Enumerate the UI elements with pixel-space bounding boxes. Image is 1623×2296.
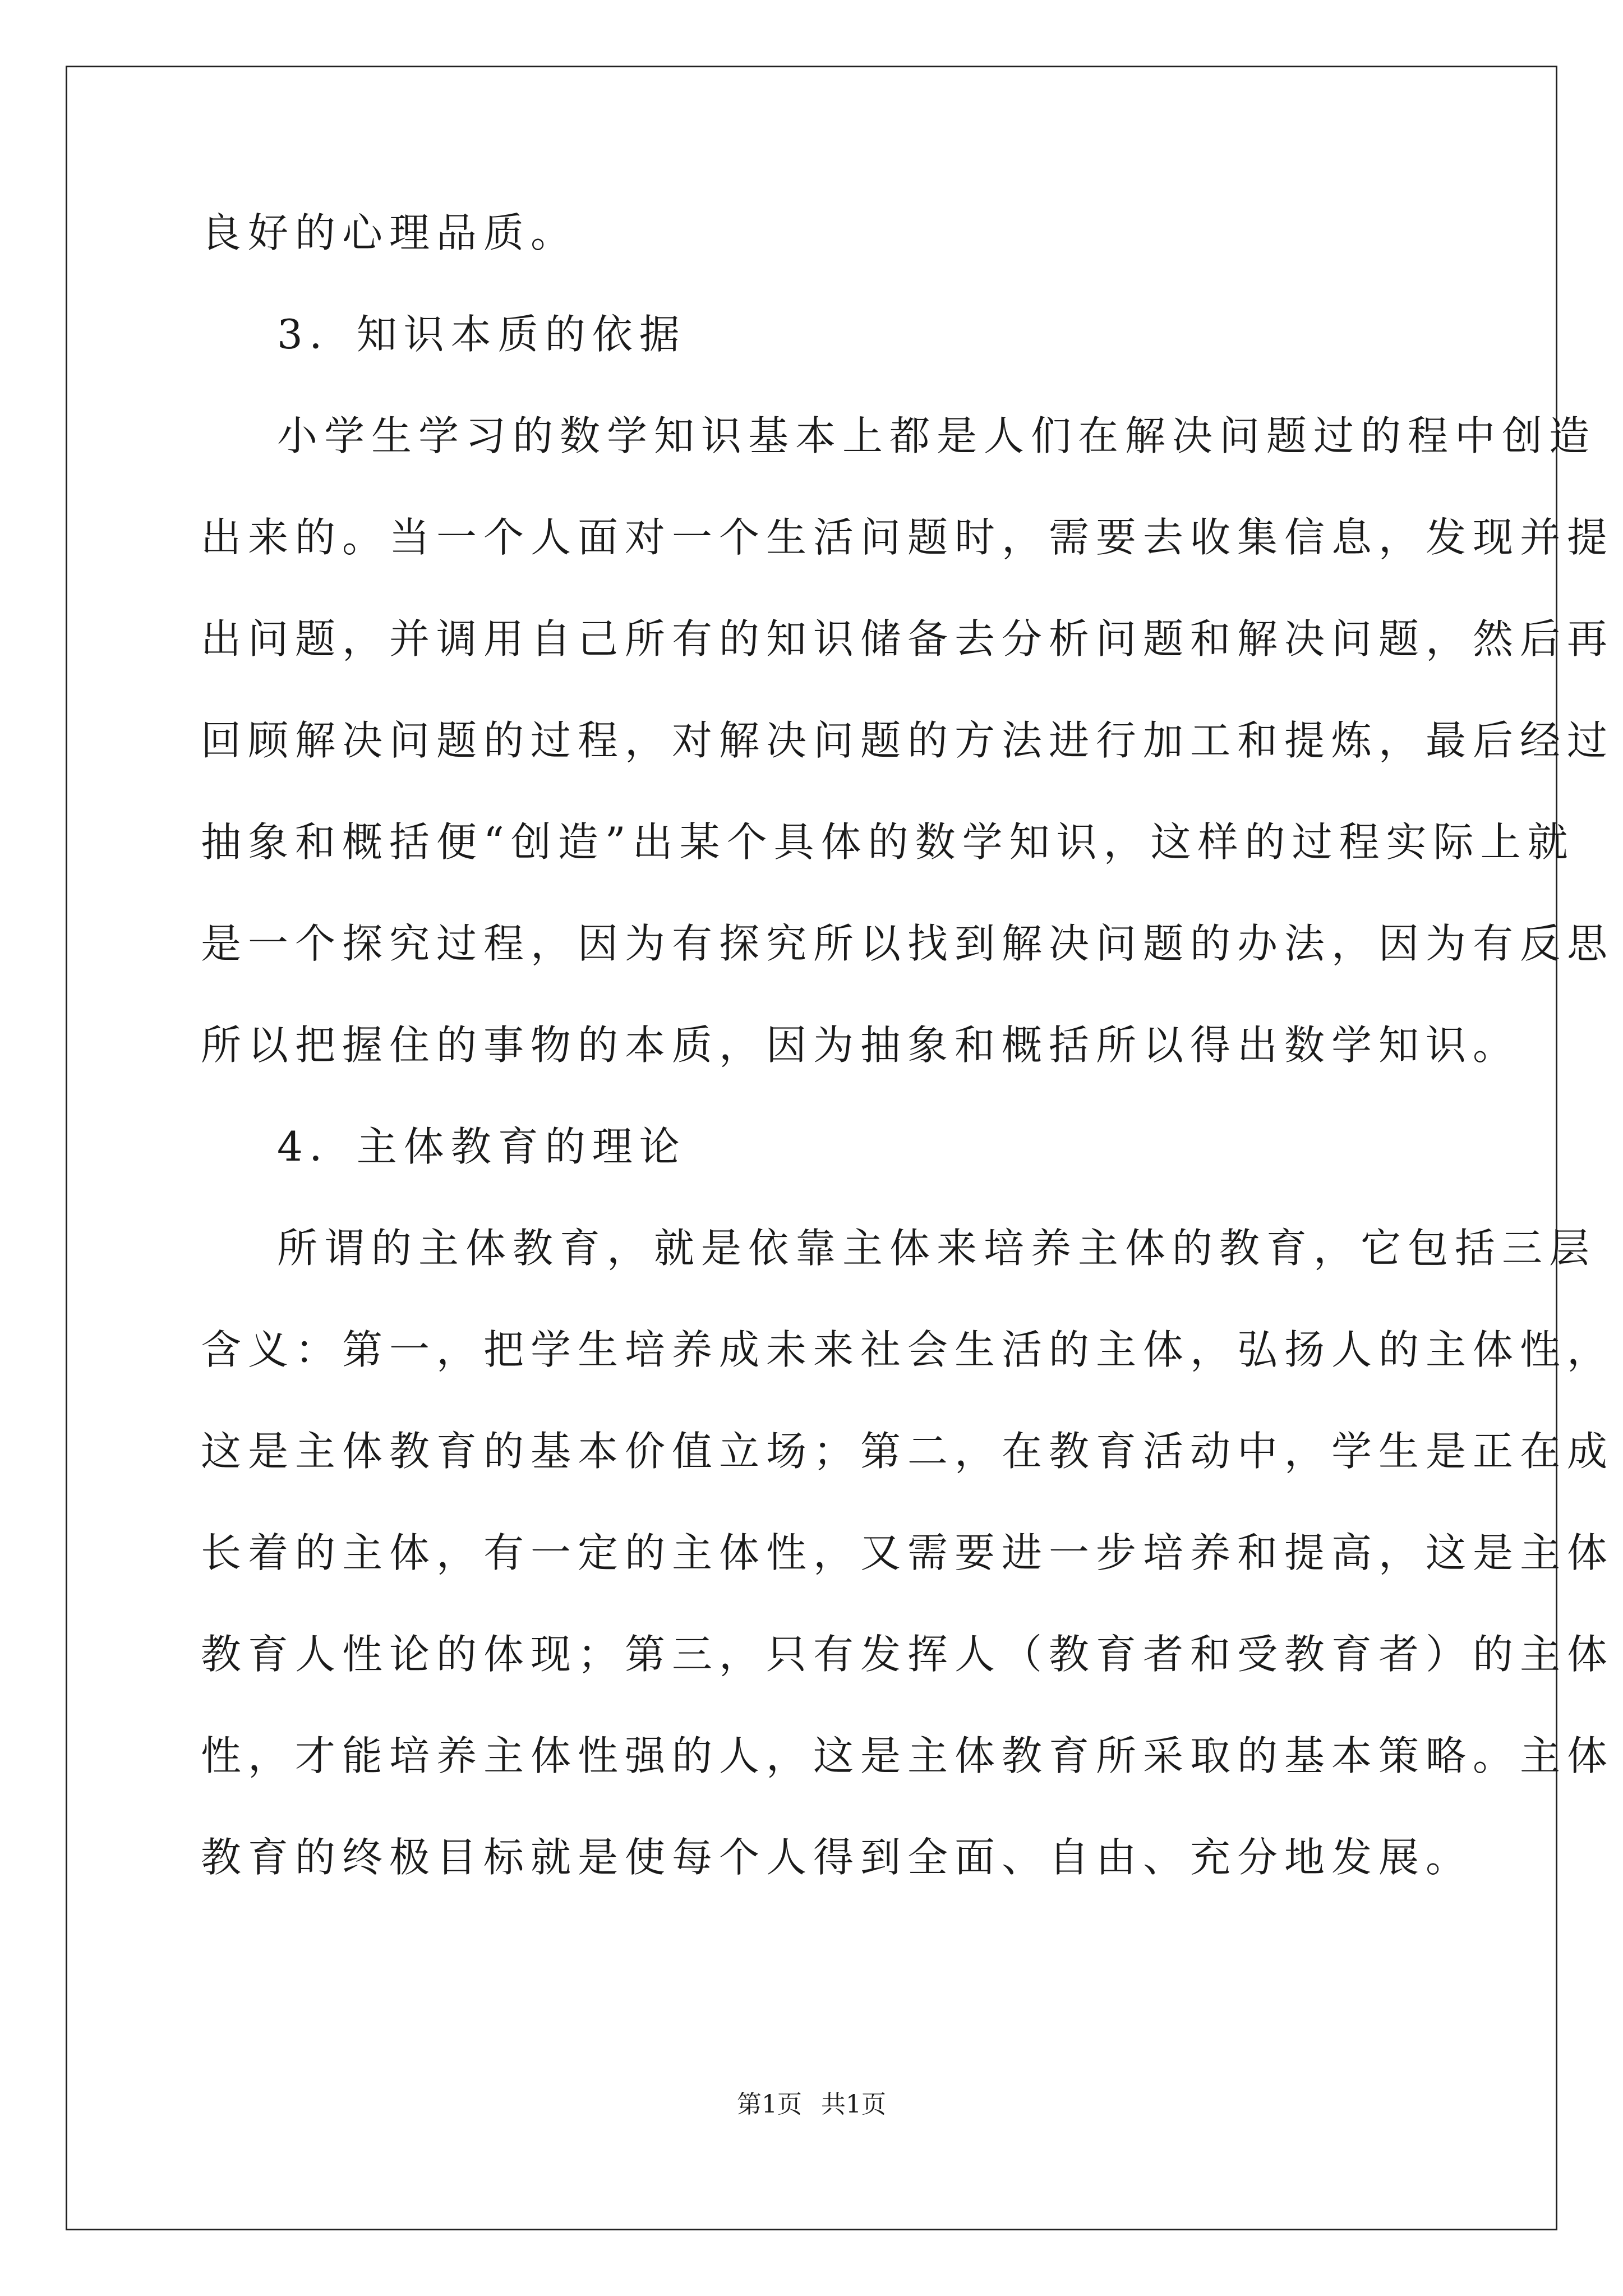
text-line: 良好的心理品质。 <box>201 209 578 256</box>
text-line: 抽象和概括便“创造”出某个具体的数学知识，这样的过程实际上就 <box>201 818 1575 866</box>
text-line: 这是主体教育的基本价值立场；第二，在教育活动中，学生是正在成 <box>201 1428 1615 1475</box>
page-total: 共1页 <box>821 2090 886 2119</box>
text-line: 回顾解决问题的过程，对解决问题的方法进行加工和提炼，最后经过 <box>201 717 1615 764</box>
text-line: 教育的终极目标就是使每个人得到全面、自由、充分地发展。 <box>201 1834 1473 1881</box>
section-heading: 4．主体教育的理论 <box>277 1123 686 1170</box>
text-line: 出来的。当一个人面对一个生活问题时，需要去收集信息，发现并提 <box>201 514 1615 561</box>
text-line: 所谓的主体教育，就是依靠主体来培养主体的教育，它包括三层 <box>277 1225 1597 1272</box>
text-line: 出问题，并调用自己所有的知识储备去分析问题和解决问题，然后再 <box>201 615 1615 662</box>
text-line: 教育人性论的体现；第三，只有发挥人（教育者和受教育者）的主体 <box>201 1631 1615 1678</box>
section-heading: 3．知识本质的依据 <box>277 311 686 358</box>
document-body <box>201 208 1615 1934</box>
text-line: 含义：第一，把学生培养成未来社会生活的主体，弘扬人的主体性， <box>201 1326 1615 1373</box>
text-line: 是一个探究过程，因为有探究所以找到解决问题的办法，因为有反思 <box>201 920 1615 967</box>
page-number: 第1页 <box>737 2090 802 2119</box>
text-line: 小学生学习的数学知识基本上都是人们在解决问题过的程中创造 <box>277 412 1597 459</box>
text-line: 所以把握住的事物的本质，因为抽象和概括所以得出数学知识。 <box>201 1022 1520 1069</box>
page-footer <box>0 2089 1623 2120</box>
text-line: 长着的主体，有一定的主体性，又需要进一步培养和提高，这是主体 <box>201 1529 1615 1576</box>
text-line: 性，才能培养主体性强的人，这是主体教育所采取的基本策略。主体 <box>201 1732 1615 1779</box>
